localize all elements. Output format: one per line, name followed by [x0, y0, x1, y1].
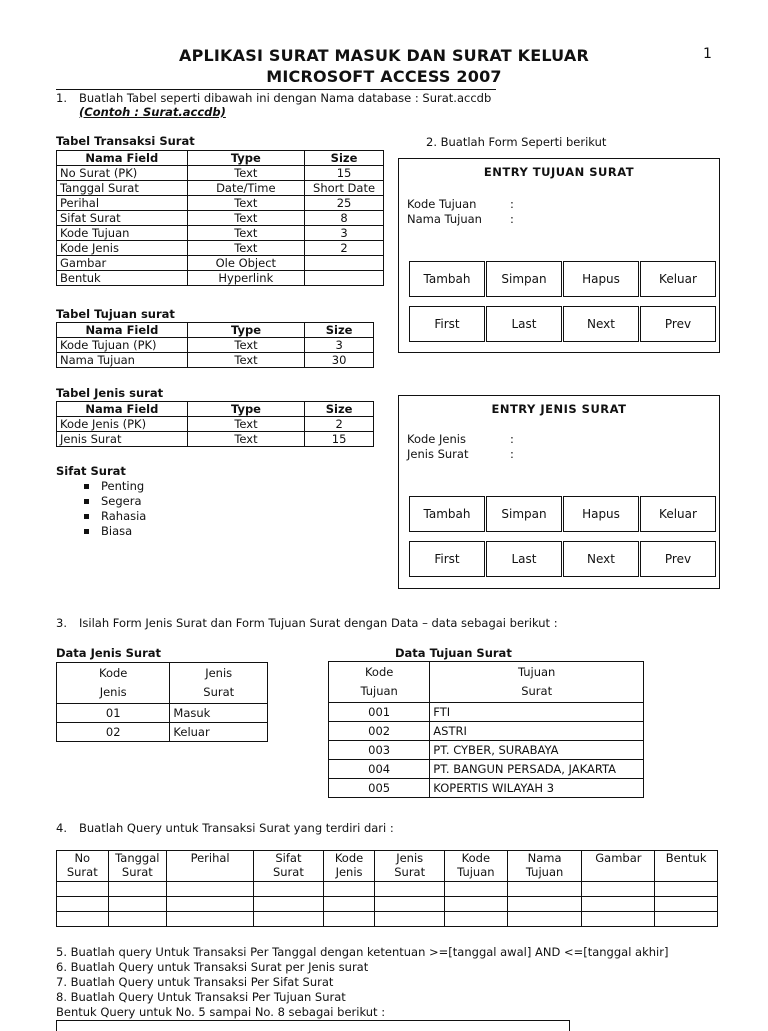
table-row	[57, 271, 384, 286]
header-cell	[445, 851, 508, 882]
cell	[305, 256, 384, 271]
simpan-button[interactable]: Simpan	[486, 261, 562, 297]
header-text: Sifat	[275, 851, 302, 865]
step3-text: Isilah Form Jenis Surat dan Form Tujuan Surat dengan Data – data sebagai berikut :	[79, 616, 558, 630]
cell: Kode Tujuan	[57, 226, 188, 241]
step7-text: 7. Buatlah Query untuk Transaksi Per Sifat Surat	[56, 975, 334, 989]
query-table	[56, 850, 718, 927]
next-button[interactable]: Next	[563, 306, 639, 342]
first-button[interactable]: First	[409, 541, 485, 577]
header-text: Bentuk	[665, 851, 707, 865]
label-nama-tujuan: Nama Tujuan	[407, 212, 482, 226]
header-text: Kode	[461, 851, 491, 865]
table-row	[57, 211, 384, 226]
header-text: Jenis	[335, 865, 363, 879]
step4-text: Buatlah Query untuk Transaksi Surat yang terdiri dari :	[79, 821, 394, 835]
cell: 25	[305, 196, 384, 211]
cell: Text	[187, 211, 305, 226]
header-cell	[170, 663, 268, 704]
header-cell: Size	[305, 402, 374, 417]
last-button[interactable]: Last	[486, 541, 562, 577]
step2-text: 2. Buatlah Form Seperti berikut	[426, 135, 607, 149]
cell: 002	[329, 722, 430, 741]
hapus-button[interactable]: Hapus	[563, 261, 639, 297]
cell: Text	[187, 241, 305, 256]
simpan-button[interactable]: Simpan	[486, 496, 562, 532]
tbl-jenis	[56, 401, 374, 447]
table-row	[329, 703, 644, 722]
cell: Text	[187, 196, 305, 211]
cell: 15	[305, 166, 384, 181]
table-row	[57, 704, 268, 723]
cell: Text	[187, 417, 304, 432]
header-text: Tujuan	[525, 865, 564, 879]
header-text: Surat	[272, 865, 304, 879]
cell: 3	[305, 338, 374, 353]
table-row	[329, 760, 644, 779]
header-text: Kode	[364, 665, 394, 679]
tbl-tujuan	[56, 322, 374, 368]
cell: Kode Jenis (PK)	[57, 417, 188, 432]
step5-text: 5. Buatlah query Untuk Transaksi Per Tanggal dengan ketentuan >=[tanggal awal] AND <=[tanggal akhir]	[56, 945, 669, 959]
cell: No Surat (PK)	[57, 166, 188, 181]
header-text: Jenis	[205, 666, 233, 680]
header-cell: Type	[187, 402, 304, 417]
table-row	[57, 432, 374, 447]
header-text: Gambar	[595, 851, 642, 865]
header-cell: Nama Field	[57, 151, 188, 166]
cell: 2	[305, 417, 374, 432]
bullet-icon	[84, 499, 89, 504]
cell: 005	[329, 779, 430, 798]
cell: FTI	[430, 703, 644, 722]
cell: 01	[57, 704, 170, 723]
cell: Date/Time	[187, 181, 305, 196]
header-cell	[375, 851, 445, 882]
header-text: Perihal	[190, 851, 230, 865]
table-row	[329, 779, 644, 798]
header-text: Tujuan	[457, 865, 495, 879]
header-cell	[430, 662, 644, 703]
form-tujuan-title: ENTRY TUJUAN SURAT	[483, 165, 635, 179]
tambah-button[interactable]: Tambah	[409, 496, 485, 532]
cell: Tanggal Surat	[57, 181, 188, 196]
step3-number: 3.	[56, 616, 67, 630]
table-row	[57, 723, 268, 742]
cell: Gambar	[57, 256, 188, 271]
header-cell	[582, 851, 655, 882]
table-row	[57, 882, 718, 897]
bullet-icon	[84, 529, 89, 534]
form-jenis-title: ENTRY JENIS SURAT	[491, 402, 627, 416]
tbl-transaksi	[56, 150, 384, 286]
table-row	[329, 741, 644, 760]
table-row	[57, 166, 384, 181]
table-row	[329, 722, 644, 741]
document-title: APLIKASI SURAT MASUK DAN SURAT KELUAR	[179, 46, 589, 65]
cell: Kode Jenis	[57, 241, 188, 256]
cell: 02	[57, 723, 170, 742]
step1-number: 1.	[56, 91, 67, 105]
cell: Kode Tujuan (PK)	[57, 338, 188, 353]
cell: PT. BANGUN PERSADA, JAKARTA	[430, 760, 644, 779]
next-button[interactable]: Next	[563, 541, 639, 577]
bullet-icon	[84, 514, 89, 519]
header-cell	[108, 851, 167, 882]
cell: Hyperlink	[187, 271, 305, 286]
table-row	[57, 417, 374, 432]
cell: Text	[187, 226, 305, 241]
cell: 004	[329, 760, 430, 779]
step8-text: 8. Buatlah Query Untuk Transaksi Per Tujuan Surat	[56, 990, 346, 1004]
keluar-button[interactable]: Keluar	[640, 261, 716, 297]
bentuk-query-note: Bentuk Query untuk No. 5 sampai No. 8 sebagai berikut :	[56, 1005, 386, 1019]
tambah-button[interactable]: Tambah	[409, 261, 485, 297]
cell: Bentuk	[57, 271, 188, 286]
table-row	[57, 912, 718, 927]
cell: Masuk	[170, 704, 268, 723]
hapus-button[interactable]: Hapus	[563, 496, 639, 532]
cell: Perihal	[57, 196, 188, 211]
cell: 2	[305, 241, 384, 256]
cell	[305, 271, 384, 286]
header-cell	[57, 663, 170, 704]
cell: 15	[305, 432, 374, 447]
cell: Keluar	[170, 723, 268, 742]
header-cell: Type	[187, 323, 304, 338]
header-text: Surat	[121, 865, 153, 879]
header-cell: Size	[305, 323, 374, 338]
query-table-bottom-partial	[56, 1020, 570, 1031]
header-cell	[57, 851, 109, 882]
title-divider	[56, 89, 496, 90]
data-tujuan-table	[328, 661, 644, 798]
table-row	[57, 353, 374, 368]
data-jenis-table	[56, 662, 268, 742]
cell: Short Date	[305, 181, 384, 196]
header-text: Surat	[203, 685, 235, 699]
cell: Text	[187, 166, 305, 181]
header-text: Tanggal	[115, 851, 160, 865]
header-cell	[329, 662, 430, 703]
header-text: Jenis	[396, 851, 424, 865]
first-button[interactable]: First	[409, 306, 485, 342]
step6-text: 6. Buatlah Query untuk Transaksi Surat per Jenis surat	[56, 960, 369, 974]
header-cell	[507, 851, 582, 882]
sifat-item: Segera	[101, 494, 142, 508]
sifat-item: Penting	[101, 479, 145, 493]
page-number: 1	[703, 46, 712, 62]
data-jenis-title: Data Jenis Surat	[56, 646, 162, 660]
tbl-transaksi-title: Tabel Transaksi Surat	[56, 134, 195, 148]
cell: Sifat Surat	[57, 211, 188, 226]
colon: :	[510, 432, 514, 446]
header-cell	[167, 851, 254, 882]
header-cell: Nama Field	[57, 323, 188, 338]
last-button[interactable]: Last	[486, 306, 562, 342]
sifat-item: Rahasia	[101, 509, 147, 523]
cell: KOPERTIS WILAYAH 3	[430, 779, 644, 798]
cell: PT. CYBER, SURABAYA	[430, 741, 644, 760]
prev-button[interactable]: Prev	[640, 541, 716, 577]
table-row	[57, 181, 384, 196]
keluar-button[interactable]: Keluar	[640, 496, 716, 532]
cell: 30	[305, 353, 374, 368]
step4-number: 4.	[56, 821, 67, 835]
header-cell: Type	[187, 151, 305, 166]
cell: 3	[305, 226, 384, 241]
header-text: Tujuan	[360, 684, 398, 698]
label-kode-jenis: Kode Jenis	[407, 432, 466, 446]
header-cell	[323, 851, 375, 882]
table-row	[57, 241, 384, 256]
header-cell: Size	[305, 151, 384, 166]
table-row	[57, 338, 374, 353]
header-cell	[655, 851, 718, 882]
header-text: Jenis	[99, 685, 127, 699]
table-row	[57, 256, 384, 271]
cell: Text	[187, 338, 304, 353]
header-text: Nama	[527, 851, 562, 865]
colon: :	[510, 447, 514, 461]
tbl-jenis-title: Tabel Jenis surat	[56, 386, 164, 400]
table-row	[57, 897, 718, 912]
header-text: No	[74, 851, 91, 865]
label-jenis-surat: Jenis Surat	[407, 447, 469, 461]
prev-button[interactable]: Prev	[640, 306, 716, 342]
cell: Ole Object	[187, 256, 305, 271]
data-tujuan-title: Data Tujuan Surat	[395, 646, 512, 660]
cell: ASTRI	[430, 722, 644, 741]
header-text: Surat	[394, 865, 426, 879]
sifat-item: Biasa	[101, 524, 133, 538]
table-row	[57, 196, 384, 211]
bullet-icon	[84, 484, 89, 489]
header-text: Kode	[99, 666, 128, 680]
header-text: Tujuan	[517, 665, 556, 679]
sifat-title: Sifat Surat	[56, 464, 126, 478]
cell: 003	[329, 741, 430, 760]
cell: Text	[187, 353, 304, 368]
document-subtitle: MICROSOFT ACCESS 2007	[266, 67, 502, 86]
header-cell	[254, 851, 324, 882]
header-text: Kode	[334, 851, 364, 865]
table-row	[57, 226, 384, 241]
cell: 001	[329, 703, 430, 722]
header-text: Surat	[521, 684, 553, 698]
header-text: Surat	[66, 865, 98, 879]
tbl-tujuan-title: Tabel Tujuan surat	[56, 307, 175, 321]
cell: 8	[305, 211, 384, 226]
cell: Text	[187, 432, 304, 447]
header-cell: Nama Field	[57, 402, 188, 417]
step1-example: (Contoh : Surat.accdb)	[79, 105, 226, 119]
cell: Jenis Surat	[57, 432, 188, 447]
colon: :	[510, 197, 514, 211]
step1-text: Buatlah Tabel seperti dibawah ini dengan Nama database : Surat.accdb	[79, 91, 492, 105]
query-header-row	[57, 851, 718, 882]
cell: Nama Tujuan	[57, 353, 188, 368]
label-kode-tujuan: Kode Tujuan	[407, 197, 477, 211]
colon: :	[510, 212, 514, 226]
